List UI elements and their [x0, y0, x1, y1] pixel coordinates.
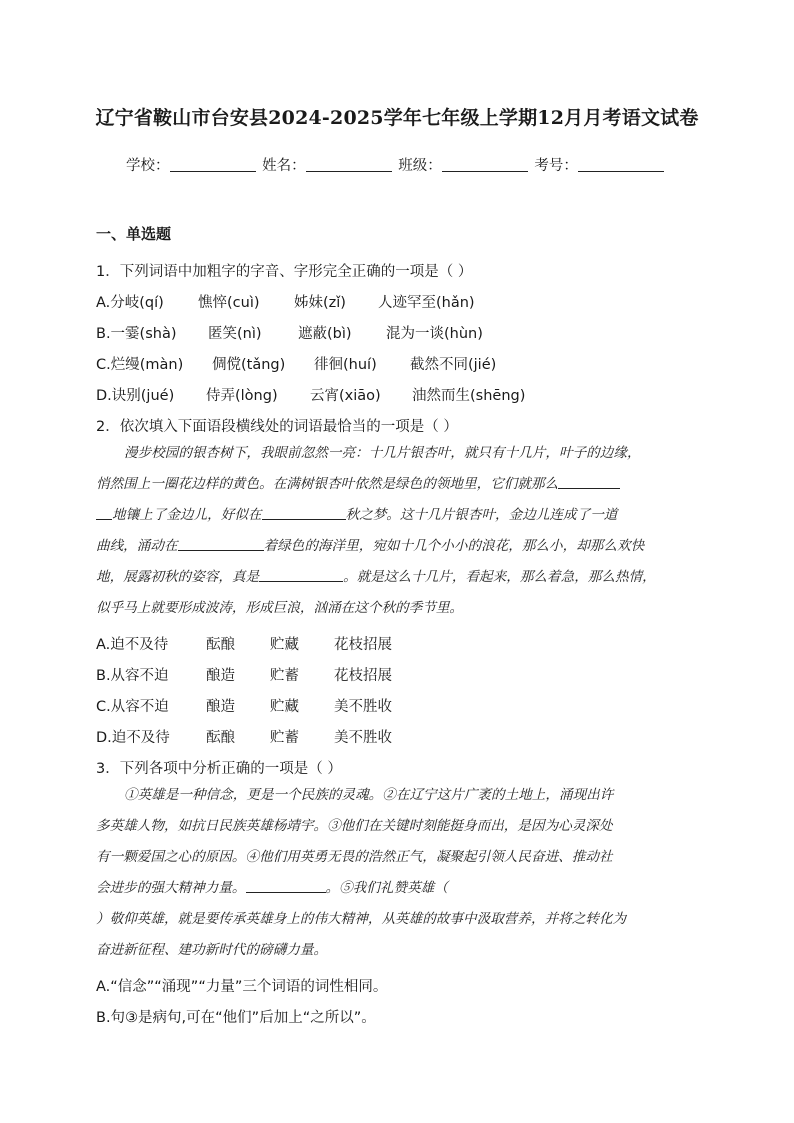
- question-3-stem: 3．下列各项中分析正确的一项是（ ）: [96, 761, 342, 777]
- q2-b-4: 花枝招展: [334, 668, 392, 684]
- q2-option-b: [96, 664, 392, 685]
- section-heading: 一、单选题: [96, 225, 172, 243]
- question-1-stem: 1．下列词语中加粗字的字音、字形完全正确的一项是（ ）: [96, 264, 473, 280]
- q1-option-c: [96, 353, 496, 374]
- number-blank: [578, 157, 664, 172]
- q1-a-3: 姊妹(zǐ): [294, 295, 346, 311]
- q2-c-4: 美不胜收: [334, 699, 392, 715]
- q1-d-2: 侍弄(lòng): [206, 388, 278, 404]
- q1-c-1: C.烂缦(màn): [96, 357, 184, 373]
- q3-option-b: B.句③是病句,可在“他们”后加上“之所以”。: [96, 1010, 376, 1026]
- q1-b-3: 遮蔽(bì): [298, 326, 352, 342]
- q2-line-6: 似乎马上就要形成波涛，形成巨浪，汹涌在这个秋的季节里。: [96, 600, 464, 616]
- q2-line-4-tail: 着绿色的海洋里，宛如十几个小小的浪花，那么小，却那么欢快: [263, 538, 645, 554]
- q2-option-c: [96, 695, 392, 716]
- q2-line-4-text: 曲线，涌动在: [96, 538, 178, 554]
- q2-line-3-tail: 秋之梦。这十几片银杏叶，金边儿连成了一道: [345, 507, 618, 523]
- number-label: 考号：: [534, 158, 578, 174]
- q3-line-6: 奋进新征程、建功新时代的磅礴力量。: [96, 942, 328, 958]
- q2-d-2: 酝酿: [206, 730, 235, 746]
- q2-a-2: 酝酿: [206, 637, 235, 653]
- q2-a-1: A.迫不及待: [96, 637, 169, 653]
- q1-a-4: 人迹罕至(hǎn): [378, 295, 475, 311]
- school-label: 学校：: [126, 158, 170, 174]
- q3-line-2: 多英雄人物，如抗日民族英雄杨靖宇。③他们在关键时刻能挺身而出，是因为心灵深处: [96, 818, 613, 834]
- q2-c-3: 贮藏: [270, 699, 299, 715]
- q2-line-3: [96, 500, 696, 531]
- school-blank: [170, 157, 256, 172]
- q3-line-1: ①英雄是一种信念，更是一个民族的灵魂。②在辽宁这片广袤的土地上，涌现出许: [124, 787, 614, 803]
- q2-a-4: 花枝招展: [334, 637, 392, 653]
- q2-b-3: 贮蓄: [270, 668, 299, 684]
- q2-d-4: 美不胜收: [334, 730, 392, 746]
- q1-b-4: 混为一谈(hùn): [386, 326, 483, 342]
- q2-a-3: 贮藏: [270, 637, 299, 653]
- q1-option-a: [96, 291, 475, 312]
- q1-c-2: 倜傥(tǎng): [212, 357, 286, 373]
- q3-blank: [246, 879, 326, 893]
- q2-blank-2: [262, 506, 346, 520]
- q2-blank-1b: [96, 506, 112, 520]
- q3-line-4-text: 会进步的强大精神力量。: [96, 880, 246, 896]
- q2-line-3-text: 地镶上了金边儿，好似在: [112, 507, 262, 523]
- q1-c-4: 截然不同(jié): [410, 357, 497, 373]
- q3-option-a: A.“信念”“涌现”“力量”三个词语的词性相同。: [96, 979, 388, 995]
- q2-line-2: [96, 469, 696, 500]
- q2-c-1: C.从容不迫: [96, 699, 169, 715]
- q3-passage: [96, 780, 696, 966]
- q1-option-b: [96, 322, 483, 343]
- q1-c-3: 徘徊(huí): [314, 357, 377, 373]
- q2-blank-1a: [558, 475, 620, 489]
- q2-blank-3: [178, 537, 264, 551]
- q3-line-3: 有一颗爱国之心的原因。④他们用英勇无畏的浩然正气，凝聚起引领人民奋进、推动社: [96, 849, 613, 865]
- class-label: 班级：: [398, 158, 442, 174]
- q1-a-1: A.分岐(qí): [96, 295, 164, 311]
- name-label: 姓名：: [262, 158, 306, 174]
- q1-option-d: [96, 384, 525, 405]
- q2-blank-4: [259, 568, 343, 582]
- q1-d-4: 油然而生(shēng): [412, 388, 526, 404]
- q1-d-1: D.诀别(jué): [96, 388, 175, 404]
- q1-b-2: 匿笑(nì): [208, 326, 262, 342]
- q2-d-3: 贮蓄: [270, 730, 299, 746]
- q2-line-4: [96, 531, 696, 562]
- q2-option-d: [96, 726, 392, 747]
- q2-b-2: 酿造: [206, 668, 235, 684]
- q1-a-2: 憔悴(cuì): [198, 295, 260, 311]
- q3-line-4: [96, 873, 696, 904]
- q2-line-5-text: 地，展露初秋的姿容，真是: [96, 569, 260, 585]
- q1-d-3: 云宵(xiāo): [310, 388, 381, 404]
- class-blank: [442, 157, 528, 172]
- exam-title: 辽宁省鞍山市台安县2024-2025学年七年级上学期12月月考语文试卷: [95, 107, 699, 129]
- q2-line-2-text: 悄然围上一圈花边样的黄色。在满树银杏叶依然是绿色的领地里，它们就那么: [96, 476, 559, 492]
- q3-line-5: ）敬仰英雄，就是要传承英雄身上的伟大精神，从英雄的故事中汲取营养，并将之转化为: [96, 911, 627, 927]
- q2-b-1: B.从容不迫: [96, 668, 169, 684]
- q2-line-5: [96, 562, 696, 593]
- q2-line-5-tail: 。就是这么十几片，看起来，那么着急，那么热情，: [343, 569, 656, 585]
- question-2-stem: 2．依次填入下面语段横线处的词语最恰当的一项是（ ）: [96, 419, 458, 435]
- q2-c-2: 酿造: [206, 699, 235, 715]
- q3-line-4-tail: 。⑤我们礼赞英雄（: [325, 880, 448, 896]
- q2-d-1: D.迫不及待: [96, 730, 170, 746]
- q2-option-a: [96, 633, 392, 654]
- student-info-line: [126, 154, 666, 175]
- q1-b-1: B.一霎(shà): [96, 326, 177, 342]
- q2-line-1: 漫步校园的银杏树下，我眼前忽然一亮：十几片银杏叶，就只有十几片，叶子的边缘，: [124, 445, 641, 461]
- name-blank: [306, 157, 392, 172]
- q2-passage: [96, 438, 696, 624]
